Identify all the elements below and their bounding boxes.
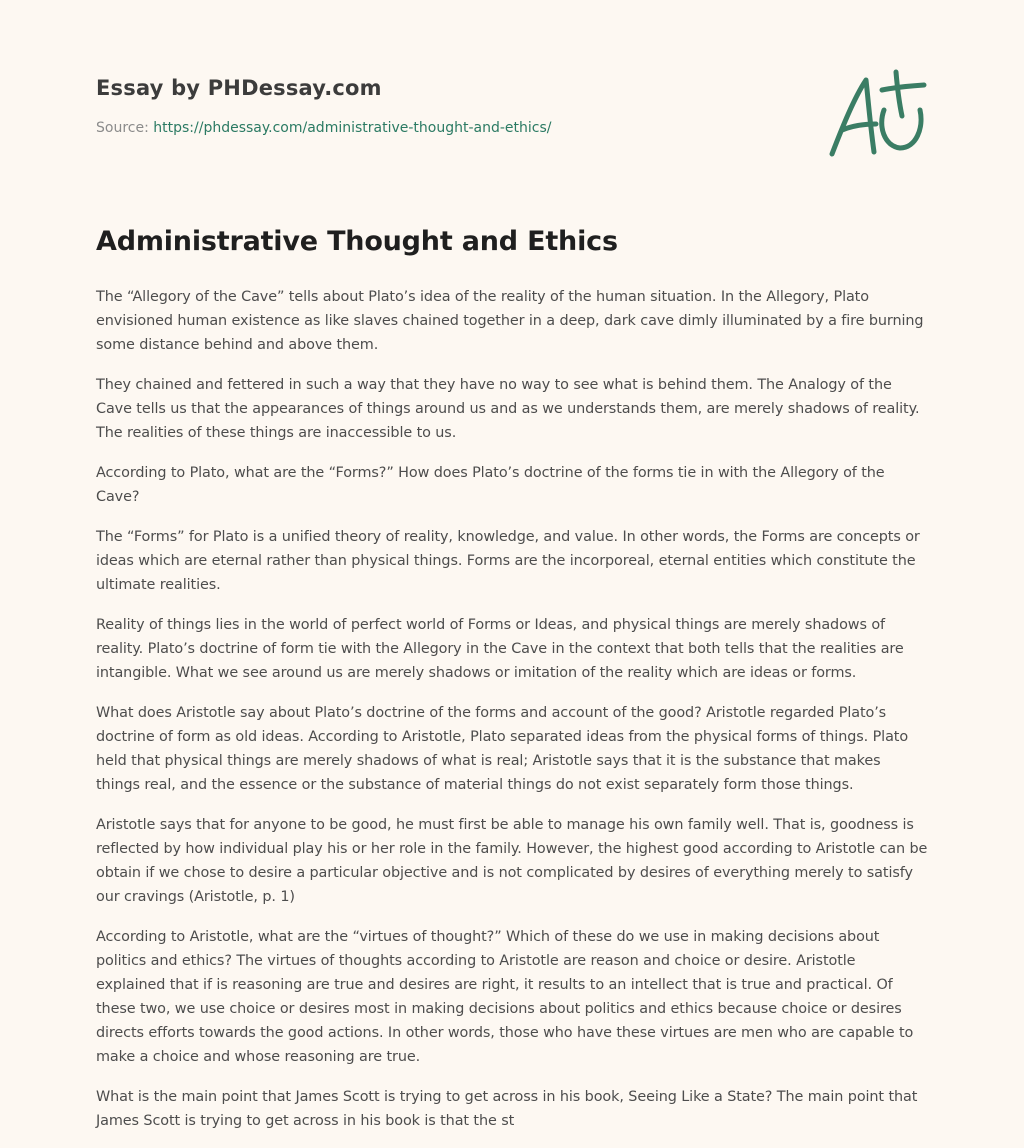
essay-paragraph: What does Aristotle say about Plato’s doctrine of the forms and account of the good? Aristotle regarded Plato’s doctrine of form as old ideas. According to Aristotle, Plato separated ideas from the physical forms of things. Plato held that physical things are merely shadows of what is real; Aristotle says that it is the substance that makes things real, and the essence or the substance of material things do not exist separately form those things. [96, 705, 909, 793]
essay-paragraph: Aristotle says that for anyone to be good, he must first be able to manage his own family well. That is, goodness is reflected by how individual play his or her role in the family. However, the highest good according to Aristotle can be obtain if we chose to desire a particular objective and is not complicated by desires of everything merely to satisfy our cravings (Aristotle, p. 1) [96, 817, 928, 905]
essay-paragraph: They chained and fettered in such a way that they have no way to see what is behind them. The Analogy of the Cave tells us that the appearances of things around us and as we understands them, are merely shadows of reality. The realities of these things are inaccessible to us. [96, 377, 920, 441]
essay-paragraph: The “Allegory of the Cave” tells about Plato’s idea of the reality of the human situation. In the Allegory, Plato envisioned human existence as like slaves chained together in a deep, dark cave dimly illuminated by a fire burning some distance behind and above them. [96, 289, 924, 353]
a-plus-logo-icon [824, 68, 928, 164]
source-link[interactable]: https://phdessay.com/administrative-thought-and-ethics/ [153, 120, 552, 136]
essay-paragraph: According to Aristotle, what are the “virtues of thought?” Which of these do we use in making decisions about politics and ethics? The virtues of thoughts according to Aristotle are reason and choice or desire. Aristotle explained that if is reasoning are true and desires are right, it results to an intellect that is true and practical. Of these two, we use choice or desires most in making decisions about politics and ethics because choice or desires directs efforts towards the good actions. In other words, those who have these virtues are men who are capable to make a choice and whose reasoning are true. [96, 929, 914, 1065]
source-line [96, 120, 928, 136]
site-title: Essay by PHDessay.com [96, 76, 382, 100]
essay-paragraph: What is the main point that James Scott is trying to get across in his book, Seeing Like a State? The main point that James Scott is trying to get across in his book is that the st [96, 1089, 918, 1129]
essay-paragraph: The “Forms” for Plato is a unified theory of reality, knowledge, and value. In other words, the Forms are concepts or ideas which are eternal rather than physical things. Forms are the incorporeal, eternal entities which constitute the ultimate realities. [96, 529, 920, 593]
essay-paragraph: According to Plato, what are the “Forms?” How does Plato’s doctrine of the forms tie in with the Allegory of the Cave? [96, 465, 885, 505]
essay-content [96, 226, 928, 1148]
essay-title: Administrative Thought and Ethics [96, 226, 618, 257]
page-header [96, 76, 928, 176]
source-label: Source: [96, 120, 149, 136]
essay-paragraph: Reality of things lies in the world of perfect world of Forms or Ideas, and physical things are merely shadows of reality. Plato’s doctrine of form tie with the Allegory in the Cave in the context that both tells that the realities are intangible. What we see around us are merely shadows or imitation of the reality which are ideas or forms. [96, 617, 904, 681]
